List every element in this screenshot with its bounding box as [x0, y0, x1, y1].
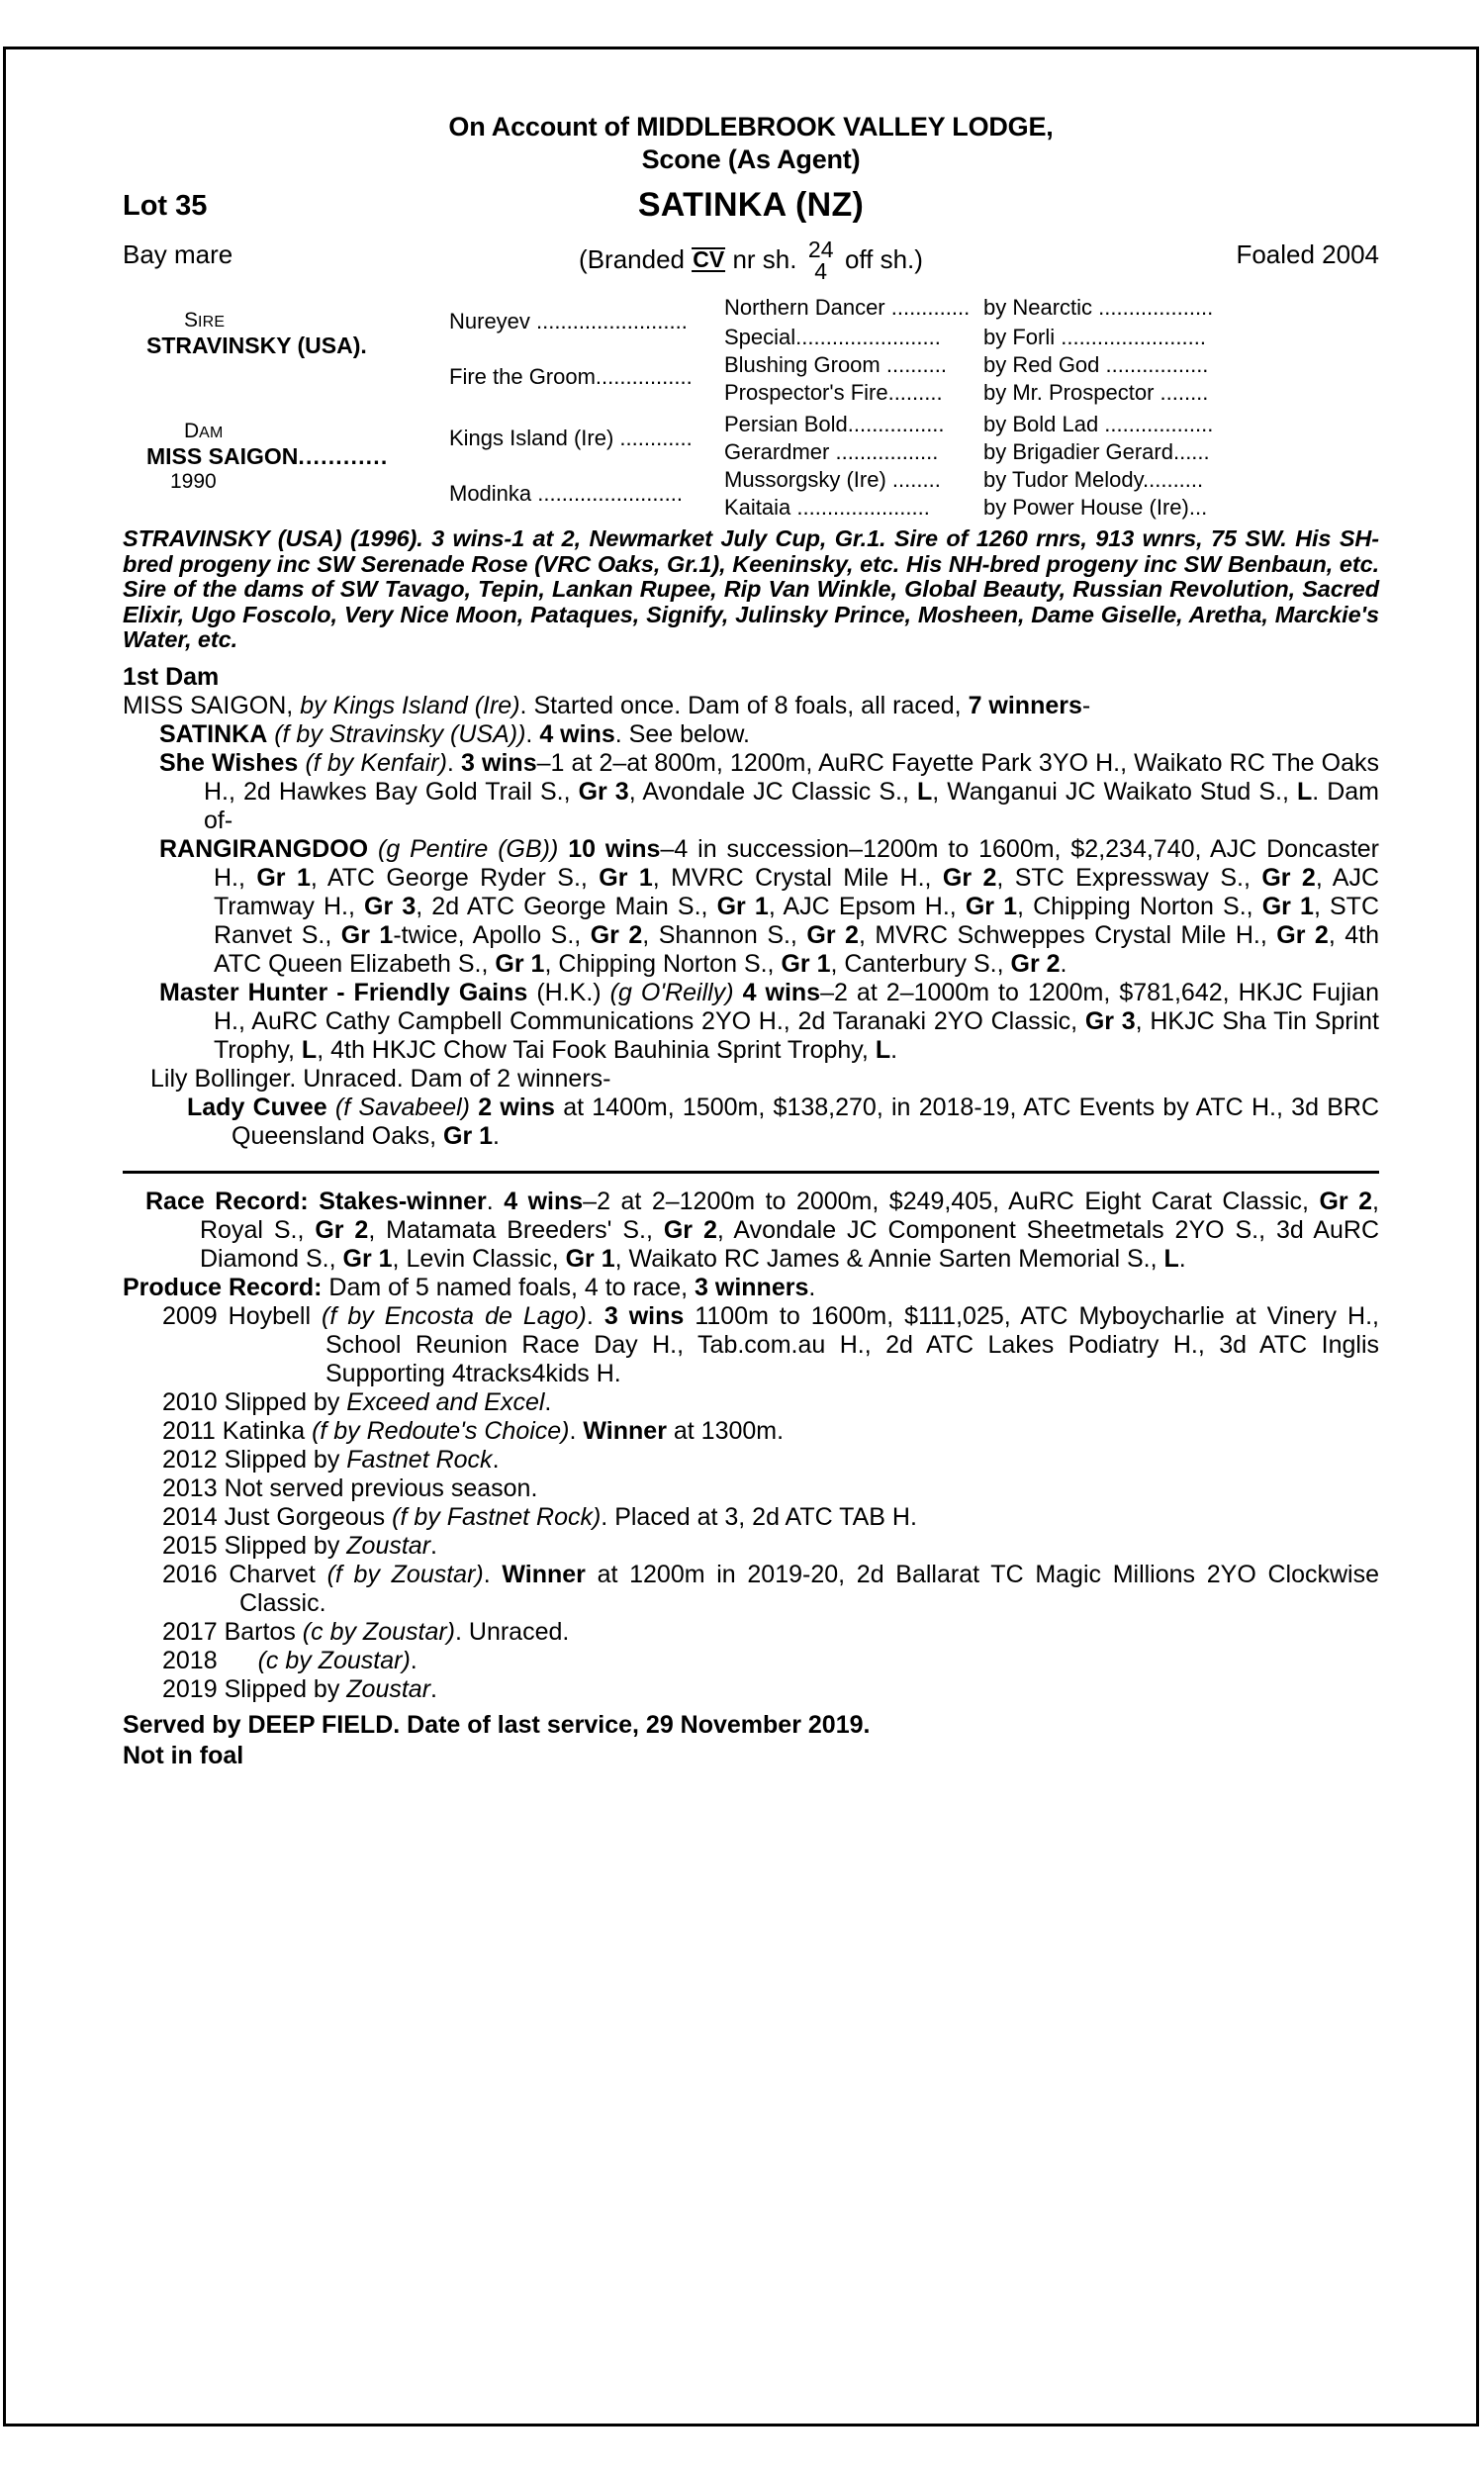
gen3-row-8: Kaitaia ......................: [724, 495, 930, 520]
progeny-sire: (f by Kenfair): [305, 748, 447, 777]
foal-year: 2013: [162, 1474, 218, 1502]
sire-name-text: STRAVINSKY (USA): [146, 333, 361, 358]
foal-sire: (f by Redoute's Choice): [312, 1416, 570, 1445]
foal-note-post: .: [430, 1674, 437, 1703]
page-title: SATINKA (NZ): [637, 186, 865, 224]
dam-name: [146, 443, 443, 470]
produce-foal-2013: [123, 1475, 1379, 1503]
foal-note-pre: Slipped by: [224, 1674, 347, 1703]
brand-mark-icon: CV: [693, 245, 725, 272]
foal-sire: (f by Zoustar): [326, 1560, 484, 1588]
foal-year: 2018: [162, 1646, 218, 1674]
foal-note-pre: Not served previous season.: [224, 1474, 538, 1502]
foal-wins: Winner: [583, 1416, 667, 1445]
progeny-name: She Wishes: [159, 748, 299, 777]
sire-name: [146, 333, 443, 359]
produce-record-post: .: [808, 1273, 816, 1301]
produce-foal-2012: [123, 1446, 1379, 1475]
dam-label-rest: AM: [199, 425, 224, 441]
first-dam-heading: 1st Dam: [123, 662, 220, 691]
first-dam-text: . Started once. Dam of 8 foals, all raced,: [519, 691, 962, 719]
produce-foal-2010: [123, 1388, 1379, 1417]
foal-year: 2012: [162, 1445, 218, 1474]
progeny-wins: 10 wins: [568, 834, 661, 863]
progeny-sire: (f by Stravinsky (USA)): [274, 719, 526, 748]
produce-record-summary: [123, 1274, 1379, 1302]
foal-year: 2015: [162, 1531, 218, 1560]
progeny-sire: (g Pentire (GB)): [378, 834, 559, 863]
dam-block: [146, 420, 443, 494]
foal-status: Not in foal: [123, 1741, 244, 1769]
foal-text: at 1200m in 2019-20, 2d Ballarat TC Magic Millions 2YO Clockwise Classic.: [239, 1560, 1379, 1617]
foal-name: Katinka: [222, 1416, 306, 1445]
account-heading: [123, 111, 1379, 176]
gen4-row-4: by Mr. Prospector ........: [983, 380, 1209, 405]
sire-name-dots: .: [360, 333, 367, 358]
catalogue-content: [123, 111, 1379, 1771]
first-dam-winners-tail: -: [1081, 691, 1091, 719]
brand-numerator: 24: [807, 237, 834, 262]
progeny-sire: (f Savabeel): [334, 1093, 470, 1121]
gen2-row-3: Kings Island (Ire) ............: [449, 426, 693, 450]
progeny-region: (H.K.): [527, 978, 602, 1006]
foal-sire: (f by Encosta de Lago): [322, 1301, 587, 1330]
progeny-wins: 4 wins: [742, 978, 821, 1006]
sire-label: [146, 309, 443, 333]
gen4-row-2: by Forli ........................: [983, 325, 1206, 349]
progeny-text: at 1400m, 1500m, $138,270, in 2018-19, ATC Events by ATC H., 3d BRC Queensland Oaks, Gr 1.: [232, 1093, 1379, 1150]
foal-text: .: [410, 1646, 417, 1674]
foal-name: Bartos: [224, 1617, 296, 1646]
first-dam-summary: [123, 692, 1379, 720]
foal-sire: Zoustar: [346, 1531, 431, 1560]
produce-foal-2019: [123, 1675, 1379, 1704]
foal-wins: Winner: [502, 1560, 586, 1588]
progeny-rangirangdoo: [137, 835, 1379, 979]
foal-text: . Unraced.: [455, 1617, 570, 1646]
dam-name-text: MISS SAIGON: [146, 443, 299, 469]
progeny-sire: (g O'Reilly): [609, 978, 734, 1006]
progeny-text: . See below.: [614, 719, 750, 748]
gen3-row-1: Northern Dancer .............: [724, 295, 971, 320]
progeny-text: –2 at 2–1000m to 1200m, $781,642, HKJC Fujian H., AuRC Cathy Campbell Communications 2YO H., 2d Taranaki 2YO Classic, Gr 3, HKJC Sha Tin Sprint Trophy, L, 4th HKJC Chow Tai Fook Bauhinia Sprint Trophy, L.: [214, 978, 1379, 1064]
first-dam-name: MISS SAIGON,: [123, 691, 294, 719]
branding-details: [579, 239, 923, 283]
foal-year: 2011: [162, 1416, 216, 1445]
gen4-row-1: by Nearctic ...................: [983, 295, 1214, 320]
progeny-name: Master Hunter - Friendly Gains: [159, 978, 528, 1006]
foal-year: 2009: [162, 1301, 218, 1330]
foal-text: 1100m to 1600m, $111,025, ATC Myboycharlie at Vinery H., School Reunion Race Day H., Tab.com.au H., 2d ATC Lakes Podiatry H., 3d ATC Inglis Supporting 4tracks4kids H.: [325, 1301, 1379, 1387]
foal-year: 2017: [162, 1617, 218, 1646]
branded-prefix: (Branded: [579, 243, 686, 274]
branded-middle: nr sh.: [732, 243, 797, 274]
foal-sire: Fastnet Rock: [346, 1445, 493, 1474]
race-record: [123, 1188, 1379, 1274]
sire-label-cap: S: [184, 309, 199, 332]
foal-name: Charvet: [229, 1560, 316, 1588]
race-record-label: Race Record:: [145, 1187, 309, 1215]
foal-note-pre: Slipped by: [224, 1445, 347, 1474]
progeny-wins: 2 wins: [478, 1093, 555, 1121]
dam-label: [146, 420, 443, 443]
sire-block: [146, 309, 443, 359]
produce-foal-2018: [123, 1647, 1379, 1675]
progeny-name: SATINKA: [159, 719, 268, 748]
colour-sex: Bay mare: [123, 239, 233, 269]
foal-text: . Placed at 3, 2d ATC TAB H.: [601, 1502, 917, 1531]
brand-denominator: 4: [814, 258, 828, 284]
produce-foal-2011: 2011 Katinka (f by Redoute's Choice). Winner at 1300m.: [162, 1416, 785, 1445]
gen2-row-2: Fire the Groom................: [449, 364, 693, 389]
sire-description: STRAVINSKY (USA) (1996). 3 wins-1 at 2, Newmarket July Cup, Gr.1. Sire of 1260 rnrs, 913 wnrs, 75 SW. His SH-bred progeny inc SW Serenade Rose (VRC Oaks, Gr.1), Keeninsky, etc. His NH-bred progeny inc SW Benbaun, etc. Sire of the dams of SW Tavago, Tepin, Lankan Rupee, Rip Van Winkle, Global Beauty, Russian Revolution, Sacred Elixir, Ugo Foscolo, Very Nice Moon, Pataques, Signify, Julinsky Prince, Mosheen, Dame Giselle, Aretha, Marckie's Water, etc.: [123, 525, 1379, 652]
foal-note-post: .: [544, 1387, 552, 1416]
gen3-row-6: Gerardmer .................: [724, 439, 939, 464]
foal-sire: Exceed and Excel: [346, 1387, 545, 1416]
produce-foal-2014: [123, 1503, 1379, 1532]
produce-foal-2009: 2009 Hoybell (f by Encosta de Lago). 3 wins 1100m to 1600m, $111,025, ATC Myboycharlie at Vinery H., School Reunion Race Day H., Tab.com.au H., 2d ATC Lakes Podiatry H., 3d ATC Inglis Supporting 4tracks4kids H.: [162, 1301, 1379, 1387]
dam-name-dots: ............: [298, 443, 389, 469]
title-row: [123, 186, 1379, 232]
service-record: Served by DEEP FIELD. Date of last service, 29 November 2019.: [123, 1710, 871, 1739]
progeny-satinka: SATINKA (f by Stravinsky (USA)). 4 wins. See below.: [159, 719, 750, 748]
gen2-row-4: Modinka ........................: [449, 481, 683, 506]
race-record-text: –2 at 2–1200m to 2000m, $249,405, AuRC Eight Carat Classic, Gr 2, Royal S., Gr 2, Matamata Breeders' S., Gr 2, Avondale JC Component Sheetmetals 2YO S., 3d AuRC Diamond S., Gr 1, Levin Classic, Gr 1, Waikato RC James & Annie Sarten Memorial S., L.: [200, 1187, 1380, 1273]
race-record-period: .: [486, 1187, 494, 1215]
produce-record-winners: 3 winners: [695, 1273, 809, 1301]
foal-note-post: .: [430, 1531, 437, 1560]
foal-note-pre: Slipped by: [224, 1531, 347, 1560]
pedigree-table: [123, 291, 1379, 521]
dam-year: 1990: [170, 470, 217, 493]
gen3-row-7: Mussorgsky (Ire) ........: [724, 467, 941, 492]
foaled-year: Foaled 2004: [1236, 239, 1379, 269]
produce-foal-2016: 2016 Charvet (f by Zoustar). Winner at 1200m in 2019-20, 2d Ballarat TC Magic Millions 2YO Clockwise Classic.: [162, 1560, 1379, 1617]
foal-sire: (f by Fastnet Rock): [392, 1502, 602, 1531]
catalogue-page-border: [3, 47, 1479, 2426]
progeny-wins: 4 wins: [539, 719, 615, 748]
produce-record-pre: Dam of 5 named foals, 4 to race,: [322, 1273, 689, 1301]
gen3-row-4: Prospector's Fire.........: [724, 380, 943, 405]
foal-sire: Zoustar: [346, 1674, 431, 1703]
progeny-she-wishes: She Wishes (f by Kenfair). 3 wins–1 at 2–at 800m, 1200m, AuRC Fayette Park 3YO H., Waikato RC The Oaks H., 2d Hawkes Bay Gold Trail S., Gr 3, Avondale JC Classic S., L, Wanganui JC Waikato Stud S., L. Dam of-: [159, 748, 1380, 834]
dam-label-cap: D: [184, 420, 200, 442]
info-row: [123, 232, 1379, 284]
race-record-wins: 4 wins: [504, 1187, 584, 1215]
section-divider: [123, 1171, 1379, 1174]
first-dam-winners: 7 winners: [968, 691, 1082, 719]
foal-wins: 3 wins: [603, 1301, 685, 1330]
gen4-row-6: by Brigadier Gerard......: [983, 439, 1210, 464]
gen4-row-3: by Red God .................: [983, 352, 1209, 377]
account-line-1: On Account of MIDDLEBROOK VALLEY LODGE,: [448, 112, 1054, 142]
gen3-row-2: Special........................: [724, 325, 941, 349]
foal-year: 2019: [162, 1674, 218, 1703]
foal-year: 2010: [162, 1387, 218, 1416]
foal-year: 2016: [162, 1560, 218, 1588]
progeny-lily-bollinger: Lily Bollinger. Unraced. Dam of 2 winners-: [150, 1064, 611, 1093]
foal-sire: (c by Zoustar): [257, 1646, 411, 1674]
lot-number: Lot 35: [123, 190, 208, 222]
gen3-row-3: Blushing Groom ..........: [724, 352, 947, 377]
gen4-row-7: by Tudor Melody..........: [983, 467, 1204, 492]
foal-note-post: .: [492, 1445, 500, 1474]
first-dam-sire: by Kings Island (Ire): [300, 691, 520, 719]
gen4-row-8: by Power House (Ire)...: [983, 495, 1208, 520]
progeny-text: –1 at 2–at 800m, 1200m, AuRC Fayette Park 3YO H., Waikato RC The Oaks H., 2d Hawkes Bay Gold Trail S., Gr 3, Avondale JC Classic S., L, Wanganui JC Waikato Stud S., L. Dam of-: [204, 748, 1380, 834]
progeny-lady-cuvee: [164, 1094, 1379, 1151]
branded-suffix: off sh.): [844, 243, 923, 274]
account-line-2: Scone (As Agent): [641, 144, 861, 174]
race-record-stakes: Stakes-winner: [319, 1187, 487, 1215]
progeny-text: –4 in succession–1200m to 1600m, $2,234,740, AJC Doncaster H., Gr 1, ATC George Ryder S., Gr 1, MVRC Crystal Mile H., Gr 2, STC Expressway S., Gr 2, AJC Tramway H., Gr 3, 2d ATC George Main S., Gr 1, AJC Epsom H., Gr 1, Chipping Norton S., Gr 1, STC Ranvet S., Gr 1-twice, Apollo S., Gr 2, Shannon S., Gr 2, MVRC Schweppes Crystal Mile H., Gr 2, 4th ATC Queen Elizabeth S., Gr 1, Chipping Norton S., Gr 1, Canterbury S., Gr 2.: [214, 834, 1380, 978]
sire-label-rest: IRE: [198, 314, 226, 331]
gen3-row-5: Persian Bold................: [724, 412, 945, 436]
foal-name: Hoybell: [228, 1301, 312, 1330]
foal-name: Just Gorgeous: [224, 1502, 386, 1531]
progeny-name: RANGIRANGDOO: [159, 834, 369, 863]
foal-note-pre: Slipped by: [224, 1387, 347, 1416]
brand-number-fraction: [804, 238, 838, 282]
gen2-row-1: Nureyev .........................: [449, 309, 688, 333]
produce-foal-2015: [123, 1532, 1379, 1561]
foal-year: 2014: [162, 1502, 218, 1531]
progeny-name: Lady Cuvee: [187, 1093, 327, 1121]
gen4-row-5: by Bold Lad ..................: [983, 412, 1214, 436]
progeny-master-hunter: [137, 979, 1379, 1065]
produce-foal-2017: [123, 1618, 1379, 1647]
produce-record-label: Produce Record:: [123, 1273, 323, 1301]
progeny-wins: 3 wins: [461, 748, 537, 777]
foal-text: at 1300m.: [666, 1416, 785, 1445]
foal-sire: (c by Zoustar): [302, 1617, 455, 1646]
